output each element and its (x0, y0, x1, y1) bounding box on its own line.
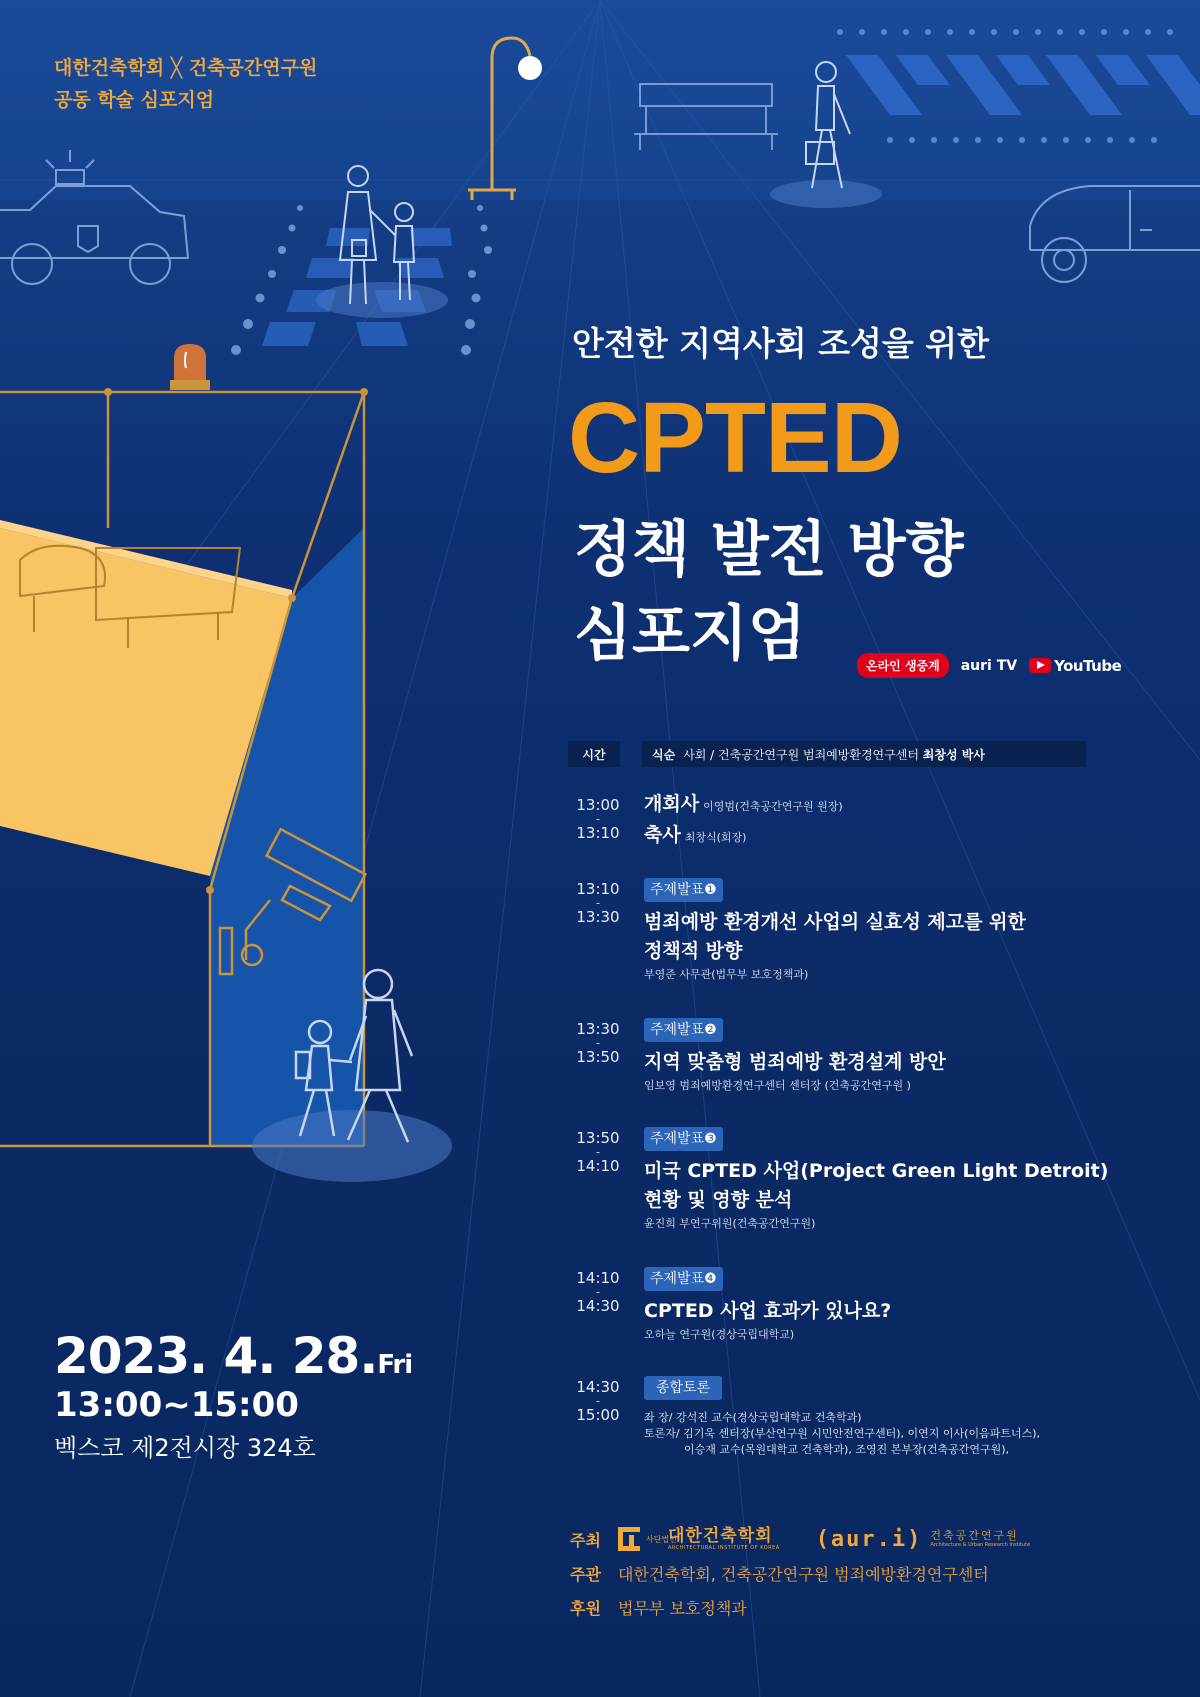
session-time: 13:30 - 13:50 (576, 1020, 620, 1066)
session-body (644, 790, 1124, 852)
header-line2: 공동 학술 심포지엄 (54, 89, 215, 111)
opening-address: 개회사 이영범(건축공간연구원 원장) (644, 793, 843, 815)
session-title-line1: 지역 맞춤형 범죄예방 환경설계 방안 (644, 1051, 946, 1073)
aik-prefix: 사단법인 (646, 1534, 677, 1544)
panel-discussants-cont: 이승재 교수(목원대학교 건축학과), 조영진 본부장(건축공간연구원), (684, 1443, 1010, 1456)
aik-logo-icon (618, 1527, 640, 1551)
live-stream-badge: 온라인 생중계 (857, 653, 949, 678)
streaming-info (857, 653, 1121, 678)
session-speaker: 부영준 사무관(법무부 보호정책과) (644, 968, 809, 981)
title-main: CPTED (568, 382, 902, 494)
event-weekday: Fri (377, 1350, 413, 1380)
youtube-label: YouTube (1054, 656, 1122, 675)
auri-logo-icon: (aur.i) (815, 1526, 923, 1552)
ceremony-row (642, 741, 1086, 767)
auri-name: 건축공간연구원 Architecture & Urban Research Institute (930, 1529, 1031, 1548)
title-line2: 정책 발전 방향 (574, 515, 964, 585)
ceremony-host: 최창성 박사 (922, 747, 985, 762)
topic-badge: 주제발표❸ (644, 1127, 723, 1151)
session-title-line1: 범죄예방 환경개선 사업의 실효성 제고를 위한 (644, 911, 1026, 933)
event-date: 2023. 4. 28.Fri (54, 1327, 413, 1385)
agenda-header (568, 741, 1086, 767)
session-time: 13:50 - 14:10 (576, 1129, 620, 1175)
topic-badge: 주제발표❷ (644, 1018, 723, 1042)
building-icon (0, 344, 368, 1146)
aik-logo (618, 1527, 780, 1552)
title-lines (574, 508, 964, 676)
sponsor-text: 법무부 보호정책과 (618, 1598, 747, 1618)
session-speaker: 임보영 범죄예방환경연구센터 센터장 (건축공간연구원 ) (644, 1079, 911, 1092)
event-time: 13:00~15:00 (54, 1385, 299, 1425)
topic-badge: 주제발표❹ (644, 1267, 723, 1291)
host-row (570, 1522, 1170, 1556)
discussion-badge: 종합토론 (644, 1376, 722, 1400)
session-time: 13:10 - 13:30 (576, 880, 620, 926)
aik-name: 대한건축학회 ARCHITECTURAL INSTITUTE OF KOREA (668, 1525, 780, 1551)
session-time: 14:30 - 15:00 (576, 1378, 620, 1424)
session-body (644, 1376, 1124, 1458)
panel-chair: 좌 장/ 강석진 교수(경상국립대학교 건축학과) (644, 1411, 862, 1424)
panel-list (644, 1410, 1124, 1458)
organizer-text: 대한건축학회, 건축공간연구원 범죄예방환경연구센터 (618, 1564, 989, 1584)
ceremony-text: 사회 / 건축공간연구원 범죄예방환경연구센터 (683, 747, 919, 762)
siren-icon (170, 344, 210, 390)
ceremony-label: 식순 (652, 747, 676, 762)
organizer-label: 주관 (570, 1564, 601, 1584)
cross-icon: ╳ (170, 57, 183, 79)
congratulatory-address: 축사 최창식(회장) (644, 824, 747, 846)
session-time: 14:10 - 14:30 (576, 1269, 620, 1315)
auri-logo (816, 1527, 1030, 1552)
header-host1: 대한건축학회 (54, 57, 165, 79)
organizer-header (54, 52, 317, 116)
session-body (644, 1018, 1124, 1095)
youtube-link[interactable] (1029, 657, 1121, 675)
session-speaker: 윤진희 부연구위원(건축공간연구원) (644, 1217, 816, 1230)
host-label: 주최 (570, 1530, 601, 1550)
session-body (644, 1127, 1124, 1233)
car-icon (1030, 186, 1200, 282)
session-title-line2: 현황 및 영향 분석 (644, 1189, 793, 1211)
panel-discussants: 토론자/ 김기욱 센터장(부산연구원 시민안전연구센터), 이연지 이사(이음파트너스), (644, 1427, 1041, 1440)
session-body (644, 878, 1124, 984)
session-speaker: 오하늘 연구원(경상국립대학교) (644, 1328, 795, 1341)
stream-channel[interactable]: auri TV (960, 657, 1018, 674)
session-time: 13:00 - 13:10 (576, 796, 620, 842)
youtube-play-icon (1029, 658, 1051, 673)
topic-badge: 주제발표❶ (644, 878, 723, 902)
title-subtitle: 안전한 지역사회 조성을 위한 (572, 324, 990, 363)
session-title-line1: 미국 CPTED 사업(Project Green Light Detroit) (644, 1160, 1109, 1182)
session-body (644, 1267, 1124, 1344)
organizer-row (570, 1556, 1170, 1590)
event-venue: 벡스코 제2전시장 324호 (54, 1434, 316, 1462)
agenda-time-header: 시간 (568, 741, 620, 767)
session-title-line2: 정책적 방향 (644, 940, 743, 962)
sponsor-row (570, 1590, 1170, 1624)
credits (570, 1522, 1170, 1624)
sponsor-label: 후원 (570, 1598, 601, 1618)
title-line3: 심포지엄 (574, 599, 806, 669)
session-title-line1: CPTED 사업 효과가 있나요? (644, 1300, 892, 1322)
header-host2: 건축공간연구원 (188, 57, 318, 79)
